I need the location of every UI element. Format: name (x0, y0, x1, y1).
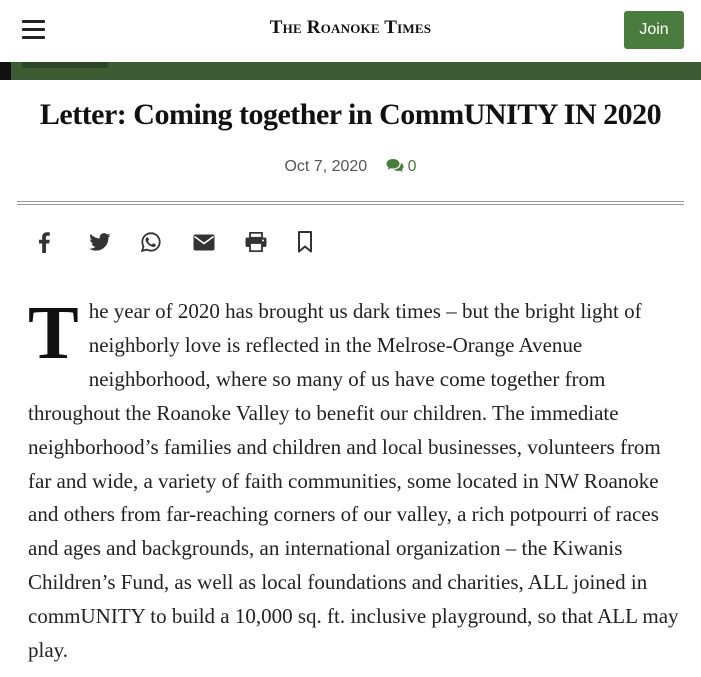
comment-count: 0 (407, 158, 417, 175)
print-button[interactable] (245, 229, 297, 255)
comments-icon (386, 158, 404, 173)
comments-link[interactable] (386, 158, 417, 175)
drop-cap: T (28, 291, 79, 375)
article-headline: Letter: Coming together in CommUNITY IN 2020 (39, 98, 662, 131)
share-twitter-button[interactable] (89, 229, 141, 255)
masthead-text[interactable]: The Roanoke Times (269, 17, 432, 38)
article-body (28, 291, 683, 668)
share-whatsapp-button[interactable] (141, 229, 193, 255)
twitter-icon (89, 233, 111, 251)
bookmark-button[interactable] (297, 229, 349, 255)
header-divider (17, 201, 684, 205)
share-email-button[interactable] (193, 229, 245, 255)
bookmark-icon (297, 231, 313, 253)
facebook-icon (37, 231, 51, 253)
share-bar (37, 229, 349, 255)
nav-bar-edge (0, 62, 11, 80)
article-date: Oct 7, 2020 (284, 158, 368, 175)
whatsapp-icon (141, 232, 161, 252)
share-facebook-button[interactable] (37, 229, 89, 255)
article-paragraph: he year of 2020 has brought us dark times – but the bright light of neighborly love is reflected in the Melrose-Orange Avenue neighborhood, where so many of us have come together from throughout the Roanoke Valley to benefit our children. The immediate neighborhood’s families and children and local businesses, volunteers from far and wide, a variety of faith communities, some located in NW Roanoke and others from far-reaching corners of our valley, a rich potpourri of races and ages and backgrounds, an international organization – the Kiwanis Children’s Fund, as well as local foundations and charities, ALL joined in commUNITY to build a 10,000 sq. ft. inclusive playground, so that ALL may play. (28, 299, 679, 663)
article-meta (0, 158, 701, 176)
join-button[interactable]: Join (624, 11, 684, 49)
top-bar (0, 0, 701, 62)
nav-tab[interactable] (22, 62, 108, 68)
nav-bar (0, 62, 701, 80)
masthead-logo[interactable] (0, 17, 701, 39)
print-icon (245, 232, 267, 252)
email-icon (193, 234, 215, 251)
